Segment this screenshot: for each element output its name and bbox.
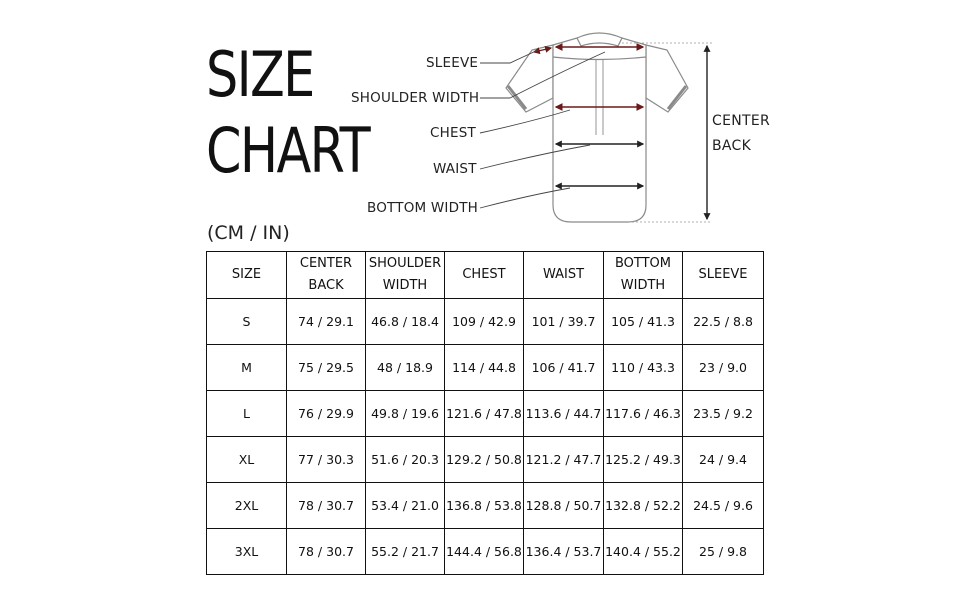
column-header-line1: WAIST [542, 266, 585, 282]
measurement-cell: 22.5 / 8.8 [683, 299, 764, 345]
column-header-line1: CENTER [299, 255, 353, 271]
measurement-cell: 25 / 9.8 [683, 529, 764, 575]
size-cell: M [207, 345, 287, 391]
table-row [207, 483, 764, 529]
measurement-cell: 117.6 / 46.3 [604, 391, 683, 437]
measurement-cell: 77 / 30.3 [287, 437, 366, 483]
measurement-cell: 48 / 18.9 [366, 345, 445, 391]
column-header-line2: WIDTH [620, 278, 666, 293]
shirt-outline [506, 33, 688, 222]
column-header [683, 252, 764, 299]
measurement-cell: 132.8 / 52.2 [604, 483, 683, 529]
measurement-cell: 24 / 9.4 [683, 437, 764, 483]
measurement-cell: 46.8 / 18.4 [366, 299, 445, 345]
measurement-cell: 114 / 44.8 [445, 345, 524, 391]
measurement-cell: 121.2 / 47.7 [524, 437, 604, 483]
chest-label: CHEST [430, 125, 476, 141]
title-line-1: SIZE [206, 38, 314, 111]
measurement-cell: 128.8 / 50.7 [524, 483, 604, 529]
table-row [207, 299, 764, 345]
measurement-cell: 129.2 / 50.8 [445, 437, 524, 483]
column-header-line1: SHOULDER [368, 255, 442, 271]
measurement-cell: 109 / 42.9 [445, 299, 524, 345]
measurement-cell: 113.6 / 44.7 [524, 391, 604, 437]
column-header-line2: WIDTH [382, 278, 428, 293]
column-header-line1: SIZE [231, 266, 262, 282]
column-header [287, 252, 366, 299]
measurement-cell: 23.5 / 9.2 [683, 391, 764, 437]
shoulder-width-label: SHOULDER WIDTH [351, 90, 480, 106]
measurement-cell: 121.6 / 47.8 [445, 391, 524, 437]
measurement-cell: 140.4 / 55.2 [604, 529, 683, 575]
table-row [207, 437, 764, 483]
column-header-line1: BOTTOM [614, 255, 672, 271]
measurement-cell: 53.4 / 21.0 [366, 483, 445, 529]
measurement-cell: 51.6 / 20.3 [366, 437, 445, 483]
size-cell: S [207, 299, 287, 345]
measurement-cell: 49.8 / 19.6 [366, 391, 445, 437]
units-note: (CM / IN) [207, 222, 290, 244]
table-row [207, 345, 764, 391]
measurement-cell: 110 / 43.3 [604, 345, 683, 391]
table-header-row [207, 252, 764, 299]
measurement-cell: 75 / 29.5 [287, 345, 366, 391]
column-header-line1: SLEEVE [698, 266, 748, 282]
measurement-cell: 23 / 9.0 [683, 345, 764, 391]
size-table [206, 251, 764, 575]
column-header [445, 252, 524, 299]
measurement-cell: 101 / 39.7 [524, 299, 604, 345]
size-cell: XL [207, 437, 287, 483]
measurement-cell: 106 / 41.7 [524, 345, 604, 391]
measurement-cell: 78 / 30.7 [287, 529, 366, 575]
title-line-2: CHART [206, 114, 369, 187]
sleeve-label: SLEEVE [426, 55, 479, 71]
measurement-cell: 144.4 / 56.8 [445, 529, 524, 575]
column-header-line1: CHEST [462, 266, 506, 282]
measurement-cell: 24.5 / 9.6 [683, 483, 764, 529]
bottom-width-label: BOTTOM WIDTH [367, 200, 478, 216]
measurement-cell: 136.4 / 53.7 [524, 529, 604, 575]
table-row [207, 529, 764, 575]
center-back-label-line2: BACK [712, 138, 752, 154]
measurement-cell: 74 / 29.1 [287, 299, 366, 345]
measurement-cell: 105 / 41.3 [604, 299, 683, 345]
table-row [207, 391, 764, 437]
column-header [366, 252, 445, 299]
waist-label: WAIST [433, 161, 477, 177]
measurement-cell: 55.2 / 21.7 [366, 529, 445, 575]
measurement-cell: 125.2 / 49.3 [604, 437, 683, 483]
measurement-cell: 78 / 30.7 [287, 483, 366, 529]
column-header [524, 252, 604, 299]
measurement-cell: 76 / 29.9 [287, 391, 366, 437]
size-cell: L [207, 391, 287, 437]
size-cell: 2XL [207, 483, 287, 529]
measurement-cell: 136.8 / 53.8 [445, 483, 524, 529]
center-back-label-line1: CENTER [712, 113, 771, 129]
column-header [207, 252, 287, 299]
size-cell: 3XL [207, 529, 287, 575]
column-header [604, 252, 683, 299]
column-header-line2: BACK [308, 278, 344, 293]
